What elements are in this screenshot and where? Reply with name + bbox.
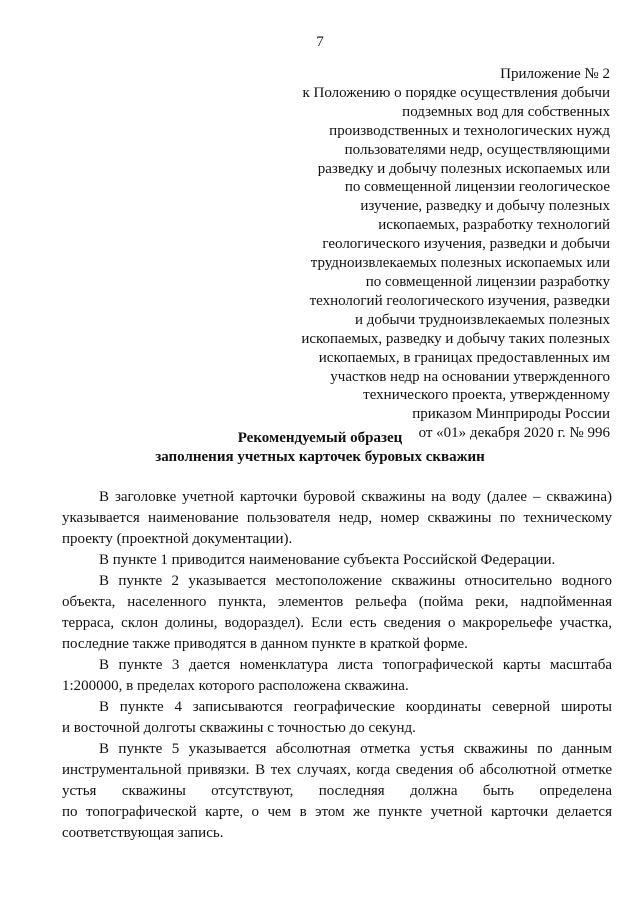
- text-line: соответствующая запись.: [62, 825, 224, 841]
- appendix-line: приказом Минприроды России: [412, 406, 610, 423]
- appendix-header: [270, 65, 610, 443]
- appendix-line: изучение, разведку и добычу полезных: [360, 198, 610, 215]
- paragraph-5: [62, 697, 612, 739]
- appendix-line: ископаемых, в границах предоставленных им: [318, 349, 610, 366]
- appendix-line: подземных вод для собственных: [402, 103, 610, 120]
- text-line: по топографической карте, о чем в этом же пункте учетной карточки делается: [62, 804, 612, 820]
- text-line: В заголовке учетной карточки буровой скважины на воду (далее – скважина): [99, 489, 612, 505]
- appendix-line: к Положению о порядке осуществления добычи: [302, 84, 610, 101]
- appendix-line: разведку и добычу полезных ископаемых или: [317, 160, 610, 177]
- text-line: В пункте 2 указывается местоположение скважины относительно водного: [99, 573, 612, 589]
- appendix-line: от «01» декабря 2020 г. № 996: [418, 425, 610, 442]
- title-line-2: заполнения учетных карточек буровых скважин: [155, 449, 485, 465]
- text-line: инструментальной привязки. В тех случаях, когда сведения об абсолютной отметке: [62, 762, 612, 778]
- appendix-line: Приложение № 2: [500, 66, 610, 82]
- text-line: последние также приводятся в данном пункте в краткой форме.: [62, 636, 468, 652]
- document-title: [0, 429, 640, 467]
- appendix-line: ископаемых, разработку технологий: [378, 217, 610, 234]
- text-line: В пункте 4 записываются географические координаты северной широты: [99, 699, 612, 715]
- paragraph-2: [62, 550, 612, 571]
- text-line: терраса, склон долины, водораздел). Если есть сведения о макрорельефе участка,: [62, 615, 612, 631]
- text-line: проекту (проектной документации).: [62, 531, 293, 547]
- appendix-line: трудноизвлекаемых полезных ископаемых или: [310, 255, 610, 272]
- appendix-line: производственных и технологических нужд: [329, 122, 610, 139]
- appendix-line: участков недр на основании утвержденного: [330, 368, 610, 385]
- appendix-line: и добычи трудноизвлекаемых полезных: [354, 311, 610, 328]
- appendix-line: технологий геологического изучения, разведки: [309, 292, 610, 309]
- appendix-line: геологического изучения, разведки и добычи: [322, 236, 610, 253]
- text-line: В пункте 5 указывается абсолютная отметка устья скважины по данным: [99, 741, 612, 757]
- document-body: [62, 487, 612, 844]
- appendix-line: пользователями недр, осуществляющими: [344, 141, 610, 158]
- page-number: 7: [316, 34, 324, 50]
- text-line: устья скважины отсутствуют, последняя должна быть определена: [62, 783, 612, 799]
- paragraph-3: [62, 571, 612, 655]
- appendix-line: по совмещенной лицензии геологическое: [344, 179, 610, 196]
- text-line: указывается наименование пользователя недр, номер скважины по техническому: [62, 510, 612, 526]
- text-line: и восточной долготы скважины с точностью до секунд.: [62, 720, 416, 736]
- text-line: В пункте 3 дается номенклатура листа топографической карты масштаба: [99, 657, 612, 673]
- paragraph-4: [62, 655, 612, 697]
- appendix-line: по совмещенной лицензии разработку: [365, 273, 610, 290]
- appendix-line: технического проекта, утвержденному: [363, 387, 610, 404]
- appendix-line: ископаемых, разведку и добычу таких полезных: [301, 330, 610, 347]
- text-line: объекта, населенного пункта, элементов рельефа (пойма реки, надпойменная: [62, 594, 612, 610]
- title-line-1: Рекомендуемый образец: [237, 430, 403, 446]
- paragraph-6: [62, 739, 612, 844]
- paragraph-1: [62, 487, 612, 550]
- text-line: 1:200000, в пределах которого расположена скважина.: [62, 678, 409, 694]
- text-line: В пункте 1 приводится наименование субъекта Российской Федерации.: [99, 552, 556, 568]
